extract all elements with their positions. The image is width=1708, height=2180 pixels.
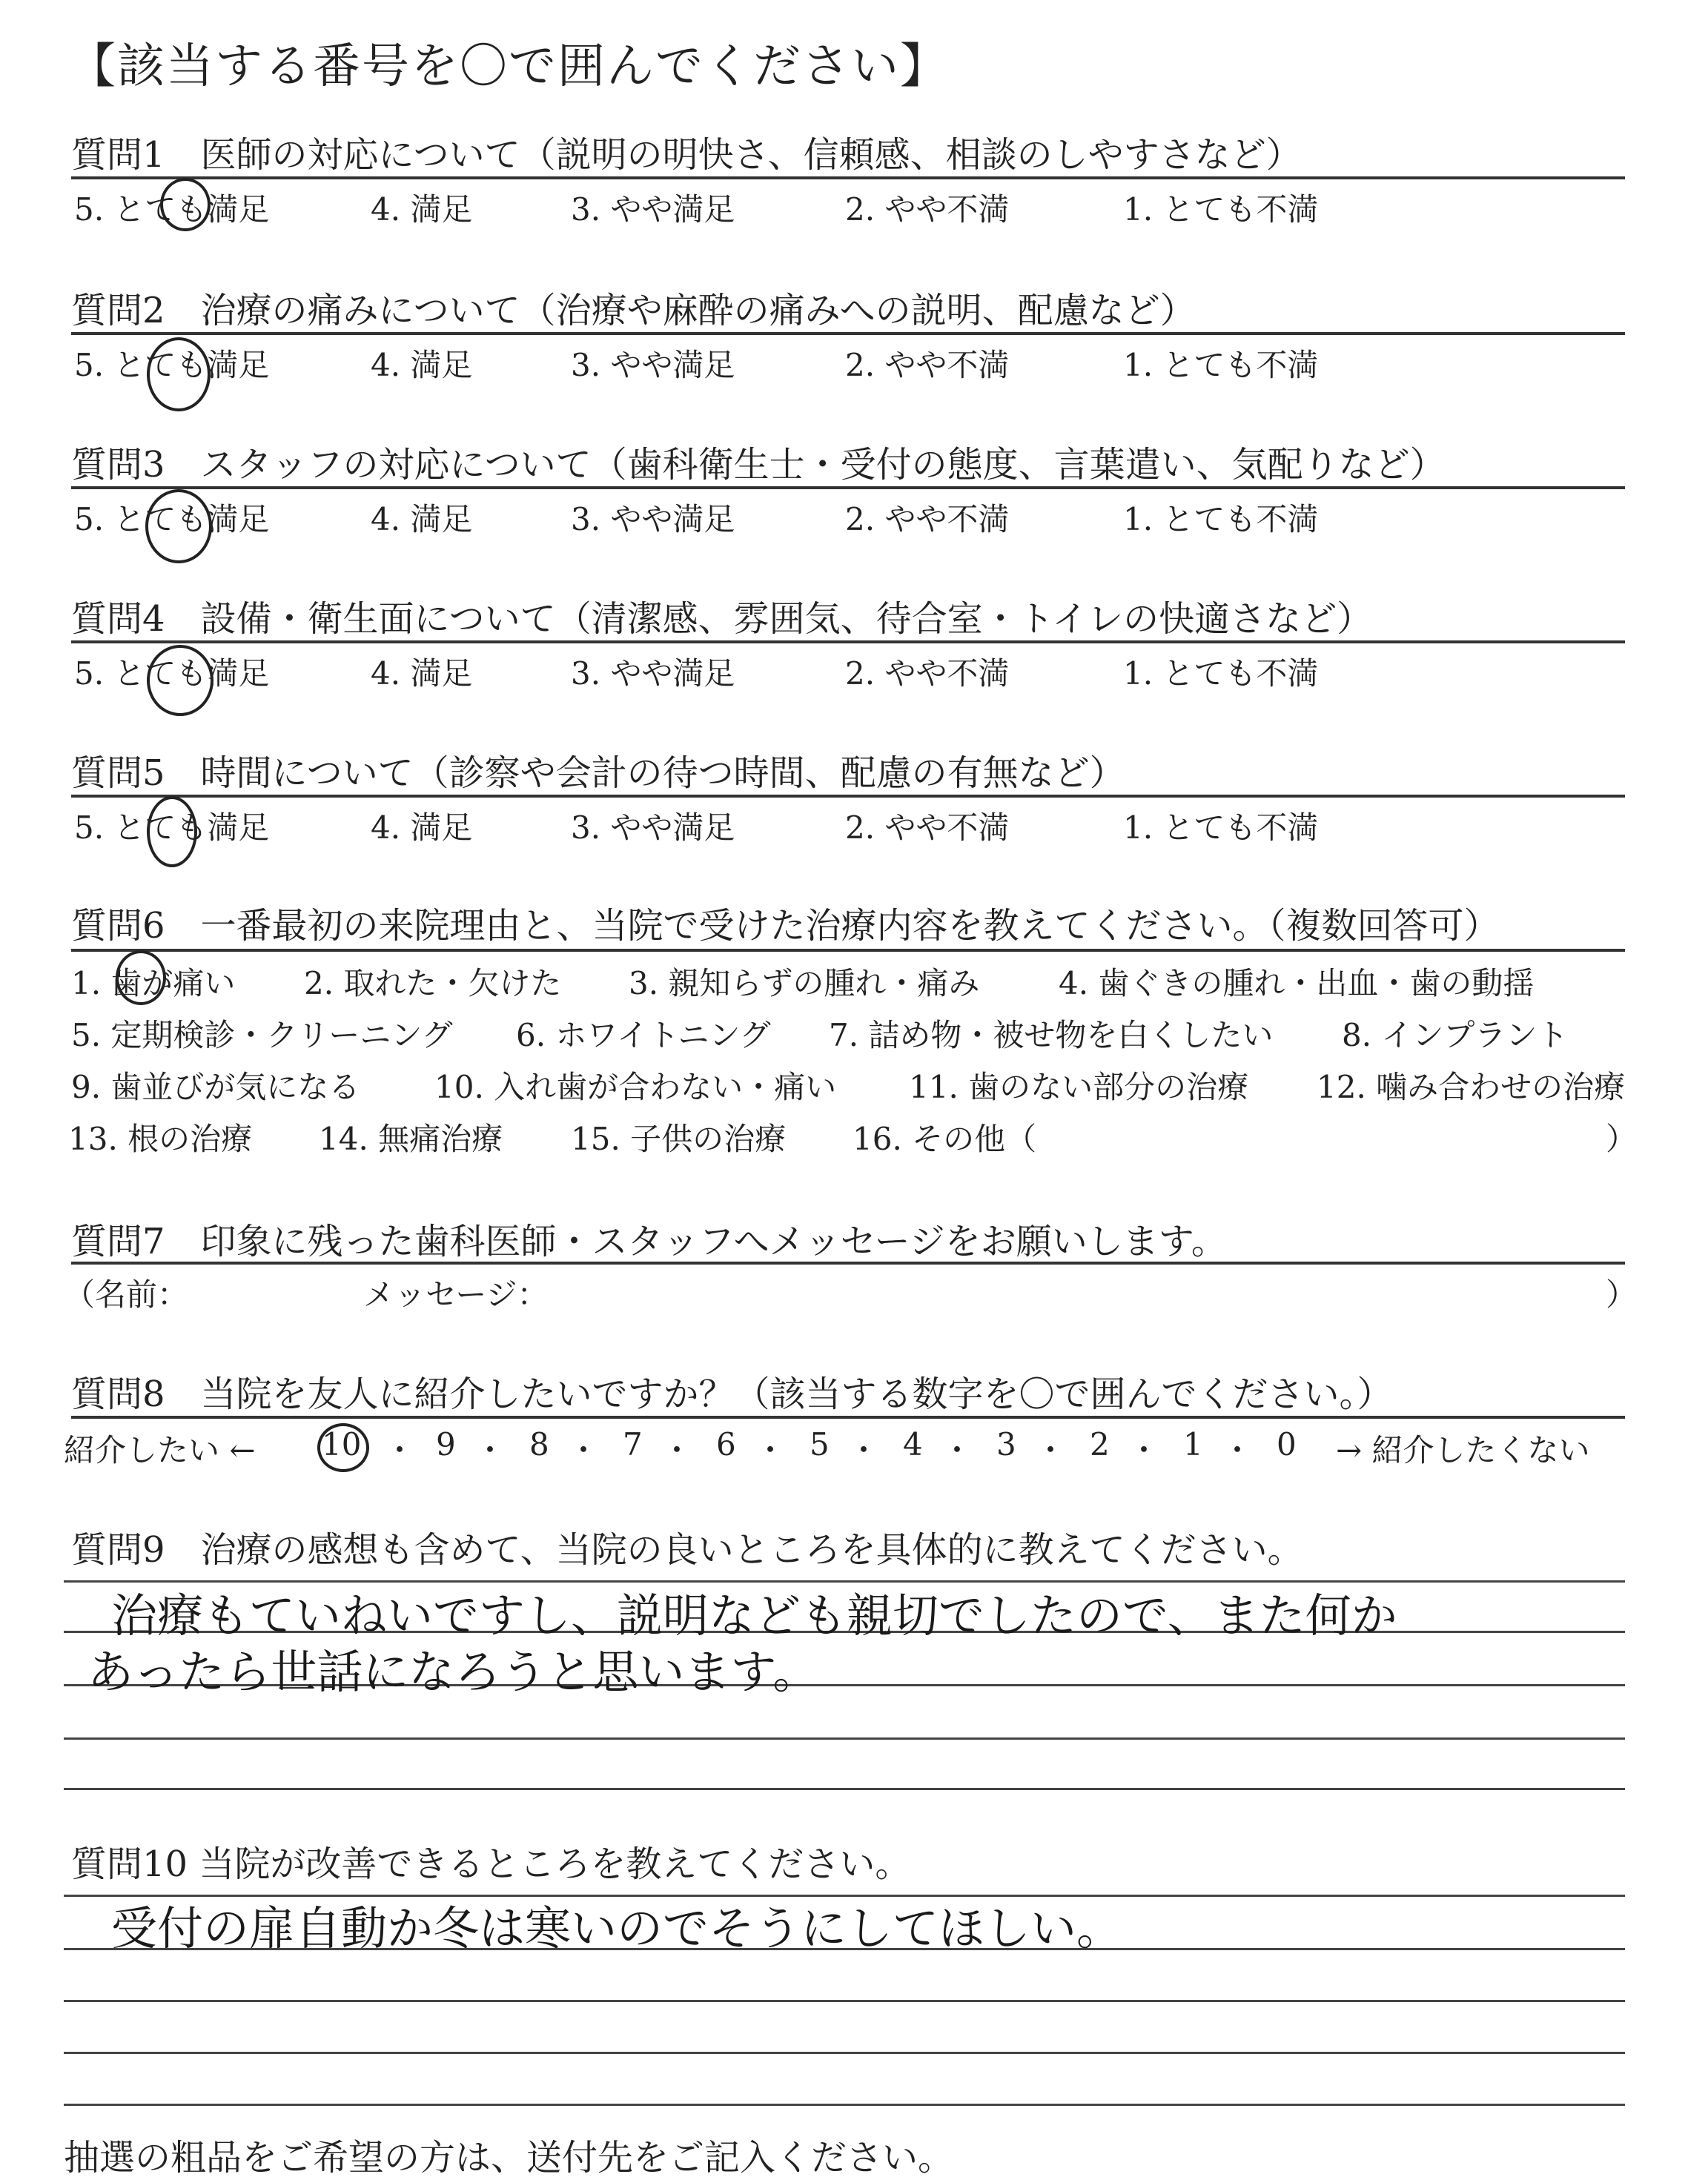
q1-option-1[interactable]: 1. とても不満 xyxy=(1123,191,1319,228)
q5-option-1[interactable]: 1. とても不満 xyxy=(1123,809,1319,846)
q1-option-3[interactable]: 3. やや満足 xyxy=(571,191,735,228)
message-label: メッセージ： xyxy=(363,1276,549,1313)
q4-option-4[interactable]: 4. 満足 xyxy=(371,655,473,692)
divider xyxy=(71,795,1625,798)
q4-option-3[interactable]: 3. やや満足 xyxy=(571,655,735,692)
divider xyxy=(71,332,1625,335)
q6-option-5[interactable]: 5. 定期検診・クリーニング xyxy=(71,1017,453,1053)
question-2-title: 質問2 治療の痛みについて（治療や麻酔の痛みへの説明、配慮など） xyxy=(71,290,1196,331)
question-7-title: 質問7 印象に残った歯科医師・スタッフへメッセージをお願いします。 xyxy=(71,1221,1227,1262)
divider xyxy=(71,1416,1625,1419)
handwritten-answer: 治療もていねいですし、説明なども親切でしたので、また何か xyxy=(111,1588,1397,1643)
scale-separator: ・ xyxy=(848,1432,880,1468)
answer-line xyxy=(64,1737,1625,1740)
scale-7[interactable]: 7 xyxy=(623,1426,643,1462)
scale-5[interactable]: 5 xyxy=(810,1426,830,1462)
question-8-title: 質問8 当院を友人に紹介したいですか？（該当する数字を〇で囲んでください。） xyxy=(71,1374,1393,1415)
scale-1[interactable]: 1 xyxy=(1183,1426,1203,1462)
q6-option-9[interactable]: 9. 歯並びが気になる xyxy=(71,1069,360,1105)
q5-option-2[interactable]: 2. やや不満 xyxy=(845,809,1010,846)
q6-option-8[interactable]: 8. インプラント xyxy=(1342,1017,1569,1053)
question-10-title: 質問10 当院が改善できるところを教えてください。 xyxy=(71,1843,911,1885)
selection-circle xyxy=(147,337,211,411)
page-title: 【該当する番号を〇で囲んでください】 xyxy=(68,39,949,94)
divider xyxy=(71,176,1625,179)
close-paren: ） xyxy=(1606,1121,1638,1157)
q2-option-5[interactable]: 5. とても満足 xyxy=(74,347,270,383)
q6-option-7[interactable]: 7. 詰め物・被せ物を白くしたい xyxy=(829,1017,1274,1053)
q6-option-2[interactable]: 2. 取れた・欠けた xyxy=(304,965,562,1001)
q4-option-2[interactable]: 2. やや不満 xyxy=(845,655,1010,692)
scale-separator: ・ xyxy=(941,1432,973,1468)
scale-0[interactable]: 0 xyxy=(1277,1426,1297,1462)
q6-option-10[interactable]: 10. 入れ歯が合わない・痛い xyxy=(434,1069,837,1105)
q5-option-3[interactable]: 3. やや満足 xyxy=(571,809,735,846)
answer-line xyxy=(64,2000,1625,2002)
divider xyxy=(71,486,1625,489)
q3-option-3[interactable]: 3. やや満足 xyxy=(571,501,735,537)
selection-circle xyxy=(317,1423,369,1472)
q2-option-4[interactable]: 4. 満足 xyxy=(371,347,473,383)
scale-8[interactable]: 8 xyxy=(529,1426,549,1462)
question-5-title: 質問5 時間について（診察や会計の待つ時間、配慮の有無など） xyxy=(71,752,1125,794)
q3-option-5[interactable]: 5. とても満足 xyxy=(74,501,270,537)
scale-separator: ・ xyxy=(1128,1432,1160,1468)
scale-separator: ・ xyxy=(384,1432,416,1468)
scale-9[interactable]: 9 xyxy=(436,1426,456,1462)
divider xyxy=(71,1262,1625,1265)
q2-option-3[interactable]: 3. やや満足 xyxy=(571,347,735,383)
q6-option-1[interactable]: 1. 歯が痛い xyxy=(71,965,236,1001)
q2-option-1[interactable]: 1. とても不満 xyxy=(1123,347,1319,383)
q1-option-2[interactable]: 2. やや不満 xyxy=(845,191,1010,228)
selection-circle xyxy=(147,796,197,867)
q6-option-16[interactable]: 16. その他（ xyxy=(853,1121,1037,1157)
answer-line xyxy=(64,1788,1625,1790)
question-9-title: 質問9 治療の感想も含めて、当院の良いところを具体的に教えてください。 xyxy=(71,1529,1303,1571)
q2-option-2[interactable]: 2. やや不満 xyxy=(845,347,1010,383)
recommend-left-label: 紹介したい ← xyxy=(64,1432,256,1468)
name-label: （名前： xyxy=(64,1276,189,1313)
recommend-right-label: → 紹介したくない xyxy=(1336,1432,1590,1468)
handwritten-answer: 受付の扉自動か冬は寒いのでそうにしてほしい。 xyxy=(111,1901,1123,1955)
question-4-title: 質問4 設備・衛生面について（清潔感、雰囲気、待合室・トイレの快適さなど） xyxy=(71,598,1373,640)
selection-circle xyxy=(116,950,166,1005)
scale-3[interactable]: 3 xyxy=(996,1426,1016,1462)
scale-4[interactable]: 4 xyxy=(903,1426,923,1462)
q6-option-4[interactable]: 4. 歯ぐきの腫れ・出血・歯の動揺 xyxy=(1059,965,1535,1001)
q1-option-5[interactable]: 5. とても満足 xyxy=(74,191,270,228)
answer-line xyxy=(64,2104,1625,2106)
q6-option-14[interactable]: 14. 無痛治療 xyxy=(319,1121,503,1157)
scale-separator: ・ xyxy=(661,1432,693,1468)
divider xyxy=(71,949,1625,952)
q4-option-5[interactable]: 5. とても満足 xyxy=(74,655,270,692)
answer-line xyxy=(64,2052,1625,2054)
q6-option-12[interactable]: 12. 噛み合わせの治療 xyxy=(1317,1069,1626,1105)
q6-option-3[interactable]: 3. 親知らずの腫れ・痛み xyxy=(629,965,980,1001)
question-3-title: 質問3 スタッフの対応について（歯科衛生士・受付の態度、言葉遣い、気配りなど） xyxy=(71,444,1446,486)
q5-option-5[interactable]: 5. とても満足 xyxy=(74,809,270,846)
q4-option-1[interactable]: 1. とても不満 xyxy=(1123,655,1319,692)
scale-2[interactable]: 2 xyxy=(1090,1426,1110,1462)
q6-option-6[interactable]: 6. ホワイトニング xyxy=(516,1017,771,1053)
footer-note: 抽選の粗品をご希望の方は、送付先をご記入ください。 xyxy=(64,2137,954,2179)
selection-circle xyxy=(160,178,211,231)
scale-6[interactable]: 6 xyxy=(716,1426,736,1462)
scale-separator: ・ xyxy=(1035,1432,1067,1468)
scale-separator: ・ xyxy=(1222,1432,1254,1468)
question-6-title: 質問6 一番最初の来院理由と、当院で受けた治療内容を教えてください。（複数回答可） xyxy=(71,905,1500,947)
handwritten-answer: あったら世話になろうと思います。 xyxy=(87,1645,819,1699)
q3-option-1[interactable]: 1. とても不満 xyxy=(1123,501,1319,537)
q6-option-13[interactable]: 13. 根の治療 xyxy=(68,1121,253,1157)
question-1-title: 質問1 医師の対応について（説明の明快さ、信頼感、相談のしやすさなど） xyxy=(71,134,1302,176)
scale-separator: ・ xyxy=(755,1432,787,1468)
scale-separator: ・ xyxy=(568,1432,600,1468)
q3-option-4[interactable]: 4. 満足 xyxy=(371,501,473,537)
selection-circle xyxy=(145,489,212,563)
close-paren: ） xyxy=(1606,1276,1638,1313)
scale-separator: ・ xyxy=(474,1432,506,1468)
selection-circle xyxy=(147,645,214,716)
q6-option-15[interactable]: 15. 子供の治療 xyxy=(571,1121,787,1157)
divider xyxy=(71,640,1625,643)
q6-option-11[interactable]: 11. 歯のない部分の治療 xyxy=(909,1069,1249,1105)
q5-option-4[interactable]: 4. 満足 xyxy=(371,809,473,846)
q1-option-4[interactable]: 4. 満足 xyxy=(371,191,473,228)
q3-option-2[interactable]: 2. やや不満 xyxy=(845,501,1010,537)
scale-10[interactable]: 10 xyxy=(322,1426,362,1462)
